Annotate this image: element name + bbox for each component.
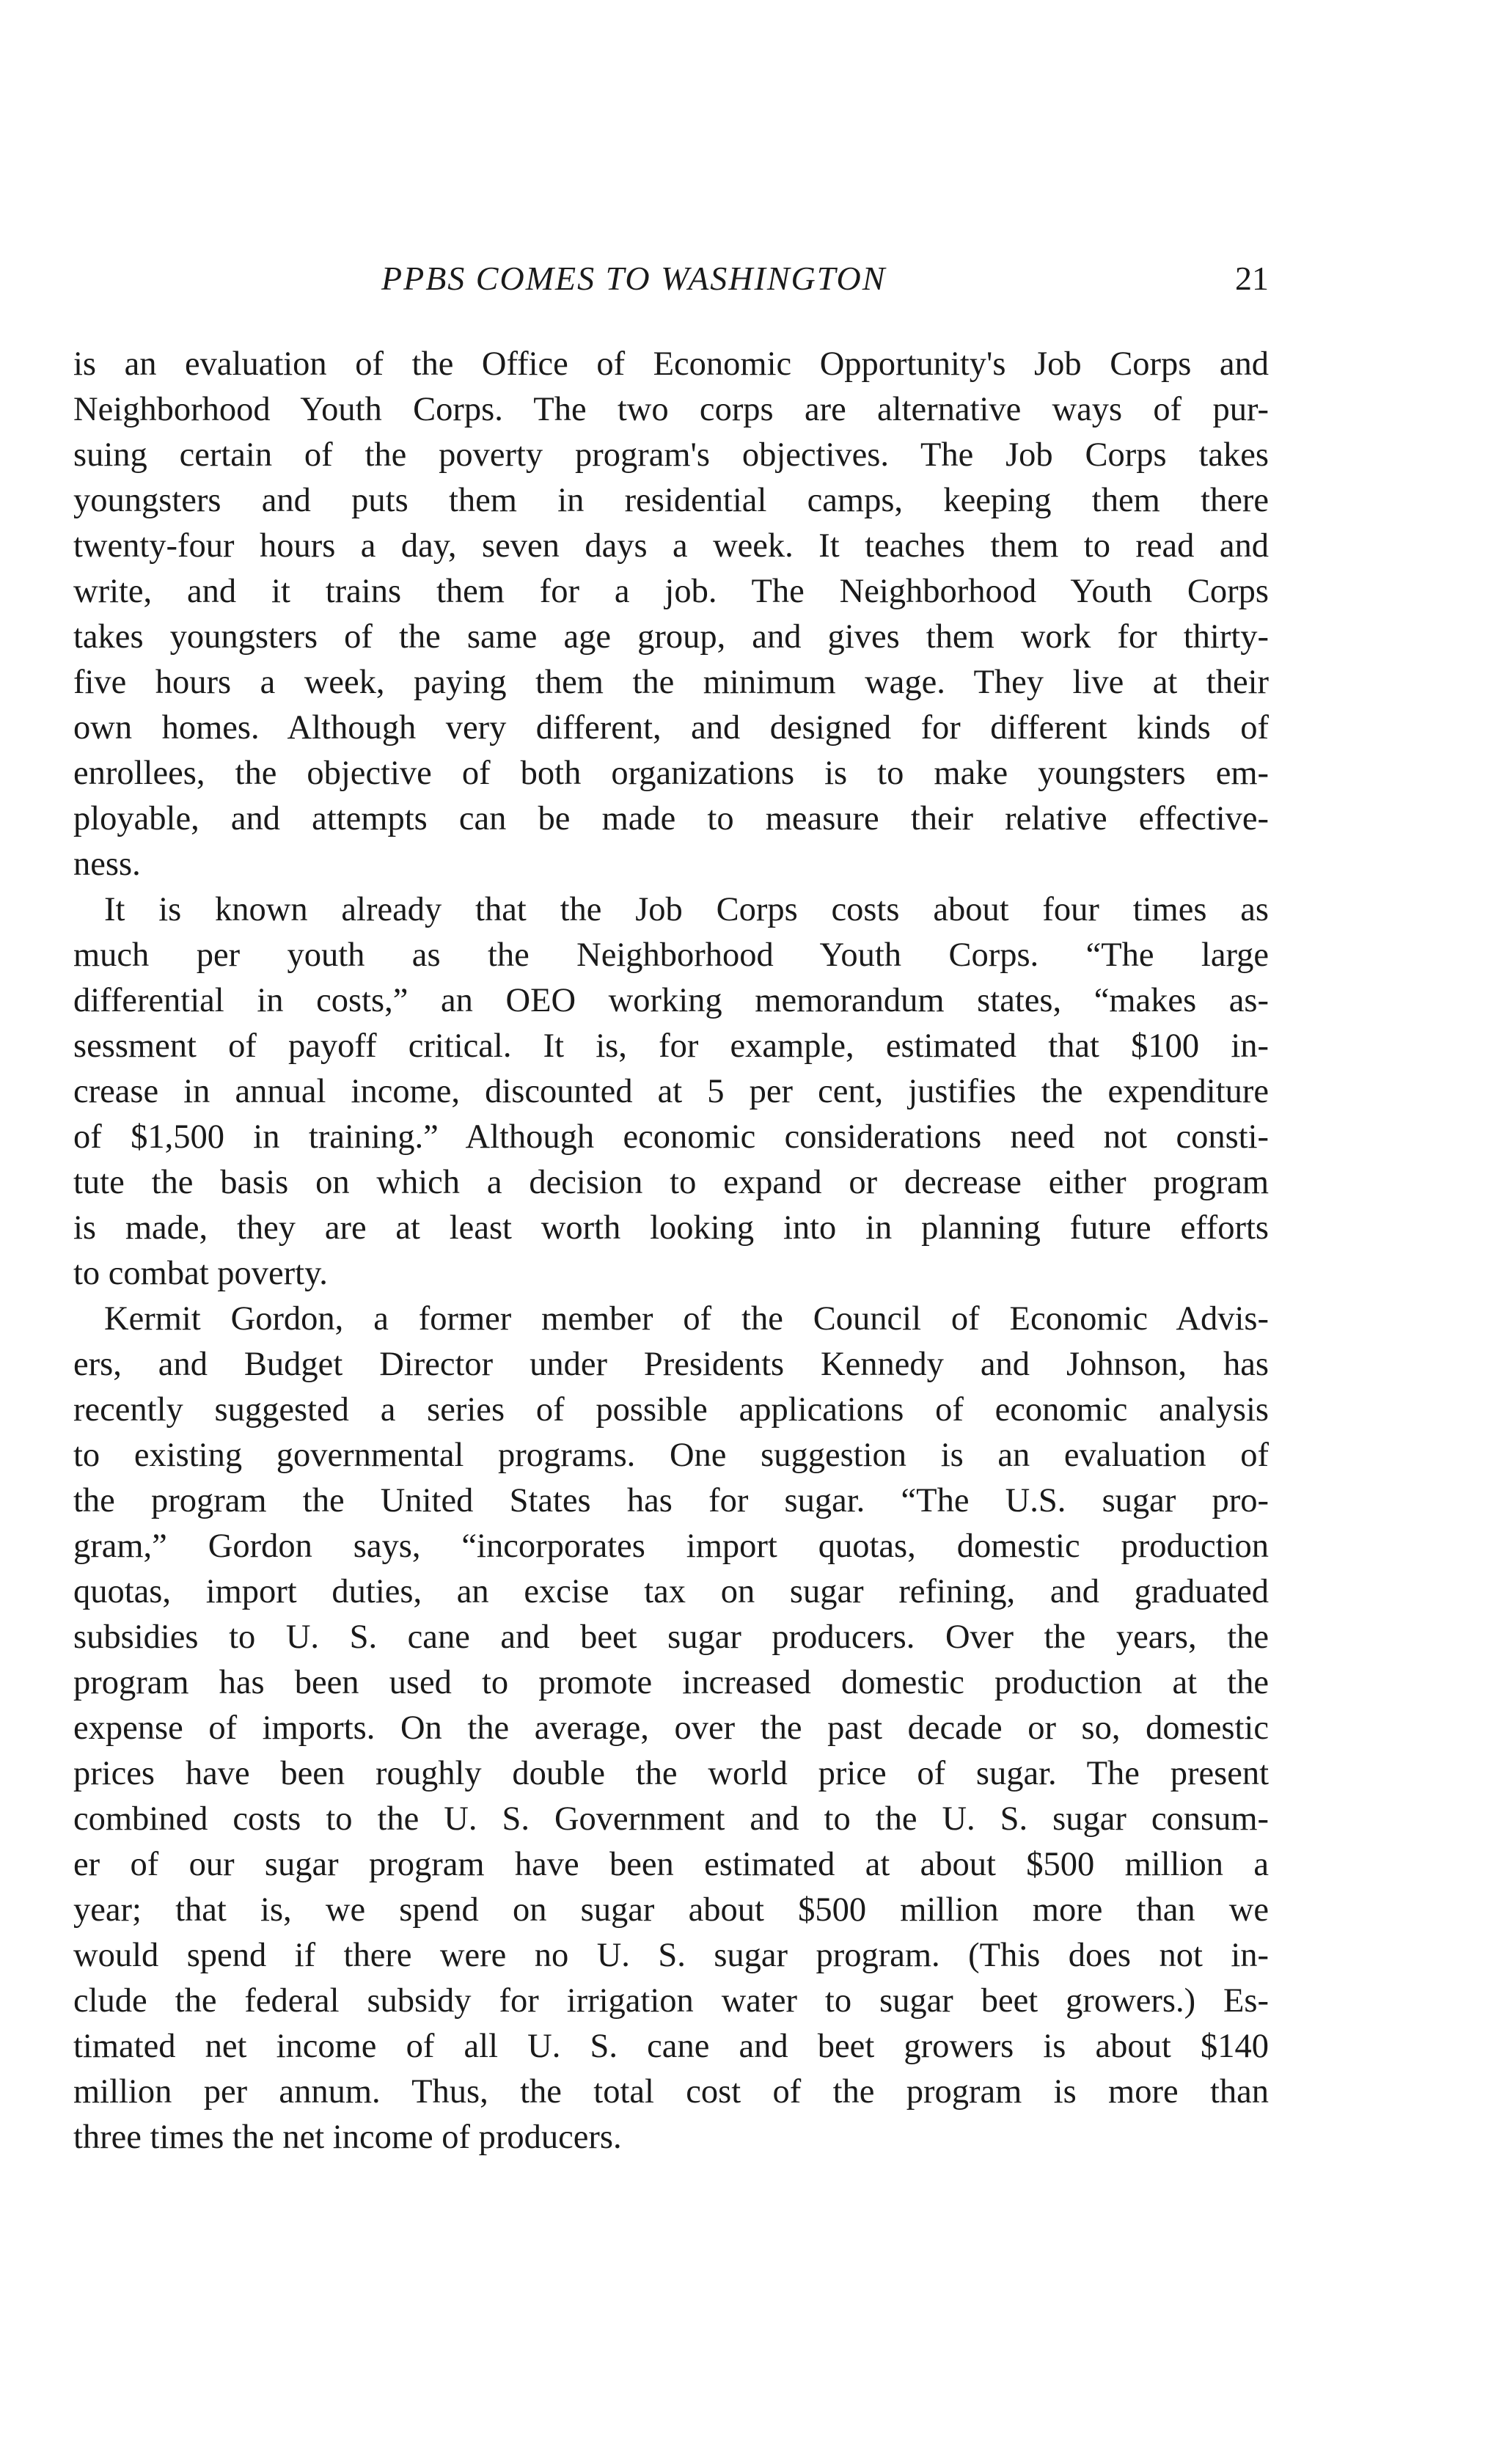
- text-line: program has been used to promote increased domestic production at the: [73, 1664, 1269, 1701]
- text-line: recently suggested a series of possible applications of economic analysis: [73, 1391, 1269, 1429]
- text-line: five hours a week, paying them the minimum wage. They live at their: [73, 664, 1269, 701]
- text-line: crease in annual income, discounted at 5 per cent, justifies the expenditure: [73, 1073, 1269, 1110]
- text-line: three times the net income of producers.: [73, 2119, 622, 2156]
- text-line: would spend if there were no U. S. sugar program. (This does not in-: [73, 1937, 1269, 1974]
- text-line: suing certain of the poverty program's objectives. The Job Corps takes: [73, 436, 1269, 474]
- text-line: the program the United States has for sugar. “The U.S. sugar pro-: [73, 1482, 1269, 1519]
- text-line: quotas, import duties, an excise tax on sugar refining, and graduated: [73, 1573, 1269, 1610]
- paragraph-2: [73, 887, 1269, 1297]
- paragraph-3: [73, 1297, 1269, 2160]
- paragraph-1: [73, 342, 1269, 887]
- text-line: takes youngsters of the same age group, and gives them work for thirty-: [73, 618, 1269, 656]
- text-line: ness.: [73, 846, 141, 883]
- text-line: timated net income of all U. S. cane and beet growers is about $140: [73, 2028, 1269, 2065]
- text-line: subsidies to U. S. cane and beet sugar producers. Over the years, the: [73, 1618, 1269, 1656]
- text-line: to combat poverty.: [73, 1255, 328, 1292]
- text-line: er of our sugar program have been estimated at about $500 million a: [73, 1846, 1269, 1883]
- text-line: to existing governmental programs. One suggestion is an evaluation of: [73, 1437, 1269, 1474]
- text-line: is an evaluation of the Office of Economic Opportunity's Job Corps and: [73, 345, 1269, 383]
- text-line: prices have been roughly double the world price of sugar. The present: [73, 1755, 1269, 1792]
- text-line: clude the federal subsidy for irrigation water to sugar beet growers.) Es-: [73, 1982, 1269, 2020]
- text-line: twenty-four hours a day, seven days a week. It teaches them to read and: [73, 527, 1269, 565]
- text-line: of $1,500 in training.” Although economic considerations need not consti-: [73, 1118, 1269, 1156]
- text-line: ers, and Budget Director under Presidents Kennedy and Johnson, has: [73, 1346, 1269, 1383]
- text-line: is made, they are at least worth looking into in planning future efforts: [73, 1209, 1269, 1247]
- text-line: write, and it trains them for a job. The Neighborhood Youth Corps: [73, 573, 1269, 610]
- text-line: Kermit Gordon, a former member of the Council of Economic Advis-: [104, 1300, 1269, 1338]
- running-title: PPBS COMES TO WASHINGTON: [381, 260, 887, 297]
- text-line: year; that is, we spend on sugar about $500 million more than we: [73, 1891, 1269, 1929]
- text-line: differential in costs,” an OEO working memorandum states, “makes as-: [73, 982, 1269, 1019]
- text-line: enrollees, the objective of both organizations is to make youngsters em-: [73, 755, 1269, 792]
- text-line: Neighborhood Youth Corps. The two corps are alternative ways of pur-: [73, 391, 1269, 428]
- text-line: ployable, and attempts can be made to measure their relative effective-: [73, 800, 1269, 837]
- text-line: combined costs to the U. S. Government and to the U. S. sugar consum-: [73, 1800, 1269, 1838]
- text-line: million per annum. Thus, the total cost of the program is more than: [73, 2073, 1269, 2111]
- text-line: It is known already that the Job Corps costs about four times as: [104, 891, 1269, 928]
- text-line: gram,” Gordon says, “incorporates import quotas, domestic production: [73, 1528, 1269, 1565]
- page-number: 21: [1235, 260, 1269, 297]
- text-line: youngsters and puts them in residential camps, keeping them there: [73, 482, 1269, 519]
- text-line: sessment of payoff critical. It is, for example, estimated that $100 in-: [73, 1027, 1269, 1065]
- running-head: [73, 257, 1269, 301]
- text-line: expense of imports. On the average, over the past decade or so, domestic: [73, 1709, 1269, 1747]
- text-line: tute the basis on which a decision to expand or decrease either program: [73, 1164, 1269, 1201]
- text-line: much per youth as the Neighborhood Youth Corps. “The large: [73, 936, 1269, 974]
- text-line: own homes. Although very different, and designed for different kinds of: [73, 709, 1269, 747]
- body-text: [73, 342, 1269, 2160]
